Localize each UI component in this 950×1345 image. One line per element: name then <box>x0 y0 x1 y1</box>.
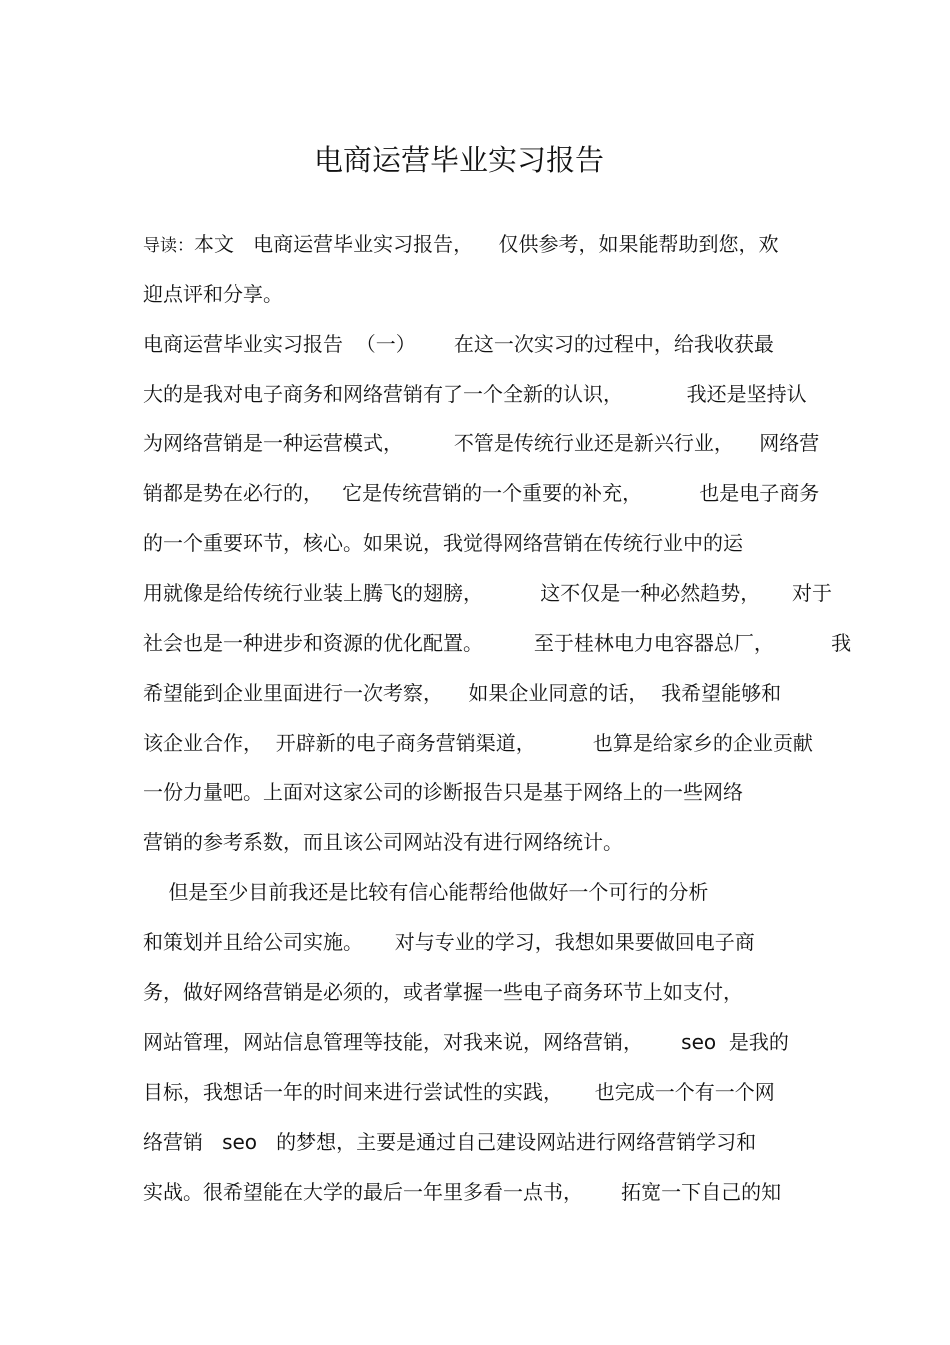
paragraph-line: 和策划并且给公司实施。 对与专业的学习，我想如果要做回电子商 <box>143 930 755 954</box>
intro-line-2: 迎点评和分享。 <box>143 282 283 306</box>
paragraph-line: 为网络营销是一种运营模式， 不管是传统行业还是新兴行业， 网络营 <box>143 431 820 455</box>
paragraph-line: 目标，我想话一年的时间来进行尝试性的实践， 也完成一个有一个网 <box>143 1080 775 1104</box>
paragraph-line: 的一个重要环节，核心。如果说，我觉得网络营销在传统行业中的运 <box>143 531 743 555</box>
paragraph-line: 社会也是一种进步和资源的优化配置。 至于桂林电力电容器总厂， 我 <box>143 631 852 655</box>
paragraph-line: 但是至少目前我还是比较有信心能帮给他做好一个可行的分析 <box>143 880 709 904</box>
intro-lead: 导读： <box>143 236 194 256</box>
intro-line-1-text: 本文 电商运营毕业实习报告， 仅供参考，如果能帮助到您，欢 <box>194 232 779 256</box>
paragraph-line: 务，做好网络营销是必须的，或者掌握一些电子商务环节上如支付， <box>143 980 743 1004</box>
paragraph-line: 网站管理，网站信息管理等技能，对我来说，网络营销， seo 是我的 <box>143 1030 789 1054</box>
paragraph-line: 实战。很希望能在大学的最后一年里多看一点书， 拓宽一下自己的知 <box>143 1180 782 1204</box>
document-title: 电商运营毕业实习报告 <box>313 143 604 177</box>
paragraph-line: 一份力量吧。上面对这家公司的诊断报告只是基于网络上的一些网络 <box>143 780 743 804</box>
paragraph-line: 希望能到企业里面进行一次考察， 如果企业同意的话， 我希望能够和 <box>143 681 782 705</box>
paragraph-line: 营销的参考系数，而且该公司网站没有进行网络统计。 <box>143 830 623 854</box>
paragraph-line: 该企业合作， 开辟新的电子商务营销渠道， 也算是给家乡的企业贡献 <box>143 731 813 755</box>
paragraph-line: 络营销 seo 的梦想，主要是通过自己建设网站进行网络营销学习和 <box>143 1130 757 1154</box>
paragraph-line: 用就像是给传统行业装上腾飞的翅膀， 这不仅是一种必然趋势， 对于 <box>143 581 833 605</box>
paragraph-line: 大的是我对电子商务和网络营销有了一个全新的认识， 我还是坚持认 <box>143 382 807 406</box>
paragraph-line: 电商运营毕业实习报告 （一） 在这一次实习的过程中，给我收获最 <box>143 332 774 356</box>
intro-line-1 <box>143 229 779 259</box>
paragraph-line: 销都是势在必行的， 它是传统营销的一个重要的补充， 也是电子商务 <box>143 481 820 505</box>
